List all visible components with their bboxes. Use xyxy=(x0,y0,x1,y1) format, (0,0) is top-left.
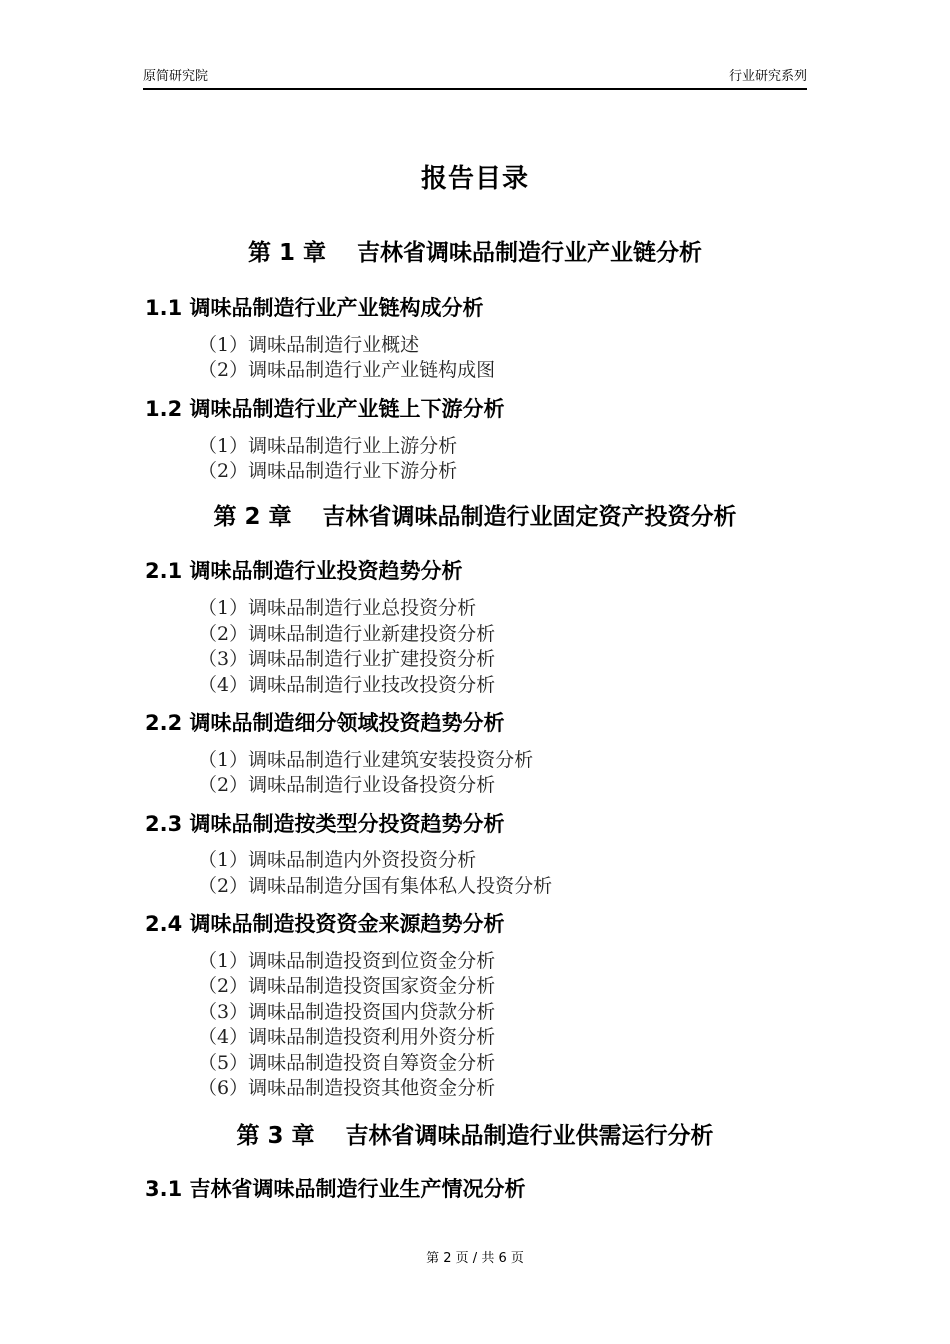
toc-item: （4）调味品制造行业技改投资分析 xyxy=(198,674,496,696)
section-3-1: 3.1 吉林省调味品制造行业生产情况分析 xyxy=(145,1177,526,1201)
toc-item: （2）调味品制造行业产业链构成图 xyxy=(198,359,496,381)
section-2-3: 2.3 调味品制造按类型分投资趋势分析 xyxy=(145,812,505,836)
toc-item: （4）调味品制造投资利用外资分析 xyxy=(198,1026,496,1048)
toc-title: 报告目录 xyxy=(420,164,529,194)
toc-item: （6）调味品制造投资其他资金分析 xyxy=(198,1077,496,1099)
section-2-2: 2.2 调味品制造细分领域投资趋势分析 xyxy=(145,711,505,735)
toc-item: （2）调味品制造行业下游分析 xyxy=(198,460,458,482)
toc-item: （1）调味品制造投资到位资金分析 xyxy=(198,950,496,972)
toc-item: （3）调味品制造行业扩建投资分析 xyxy=(198,648,496,670)
section-2-1: 2.1 调味品制造行业投资趋势分析 xyxy=(145,559,463,583)
section-1-1: 1.1 调味品制造行业产业链构成分析 xyxy=(145,296,484,320)
section-2-4: 2.4 调味品制造投资资金来源趋势分析 xyxy=(145,912,505,936)
chapter-2-heading: 第 2 章 吉林省调味品制造行业固定资产投资分析 xyxy=(213,504,737,530)
section-1-2: 1.2 调味品制造行业产业链上下游分析 xyxy=(145,397,505,421)
toc-item: （5）调味品制造投资自筹资金分析 xyxy=(198,1052,496,1074)
toc-item: （2）调味品制造行业新建投资分析 xyxy=(198,623,496,645)
toc-item: （2）调味品制造行业设备投资分析 xyxy=(198,774,496,796)
toc-item: （1）调味品制造内外资投资分析 xyxy=(198,849,477,871)
header-series: 行业研究系列 xyxy=(728,69,807,84)
toc-item: （1）调味品制造行业概述 xyxy=(198,334,420,356)
toc-item: （3）调味品制造投资国内贷款分析 xyxy=(198,1001,496,1023)
page-header xyxy=(143,68,807,90)
header-org: 原简研究院 xyxy=(143,69,209,84)
toc-item: （2）调味品制造投资国家资金分析 xyxy=(198,975,496,997)
page-number: 第 2 页 / 共 6 页 xyxy=(426,1251,524,1266)
toc-item: （2）调味品制造分国有集体私人投资分析 xyxy=(198,875,553,897)
chapter-1-heading: 第 1 章 吉林省调味品制造行业产业链分析 xyxy=(247,240,703,266)
toc-item: （1）调味品制造行业上游分析 xyxy=(198,435,458,457)
toc-item: （1）调味品制造行业建筑安装投资分析 xyxy=(198,749,534,771)
chapter-3-heading: 第 3 章 吉林省调味品制造行业供需运行分析 xyxy=(236,1123,714,1149)
toc-item: （1）调味品制造行业总投资分析 xyxy=(198,597,477,619)
